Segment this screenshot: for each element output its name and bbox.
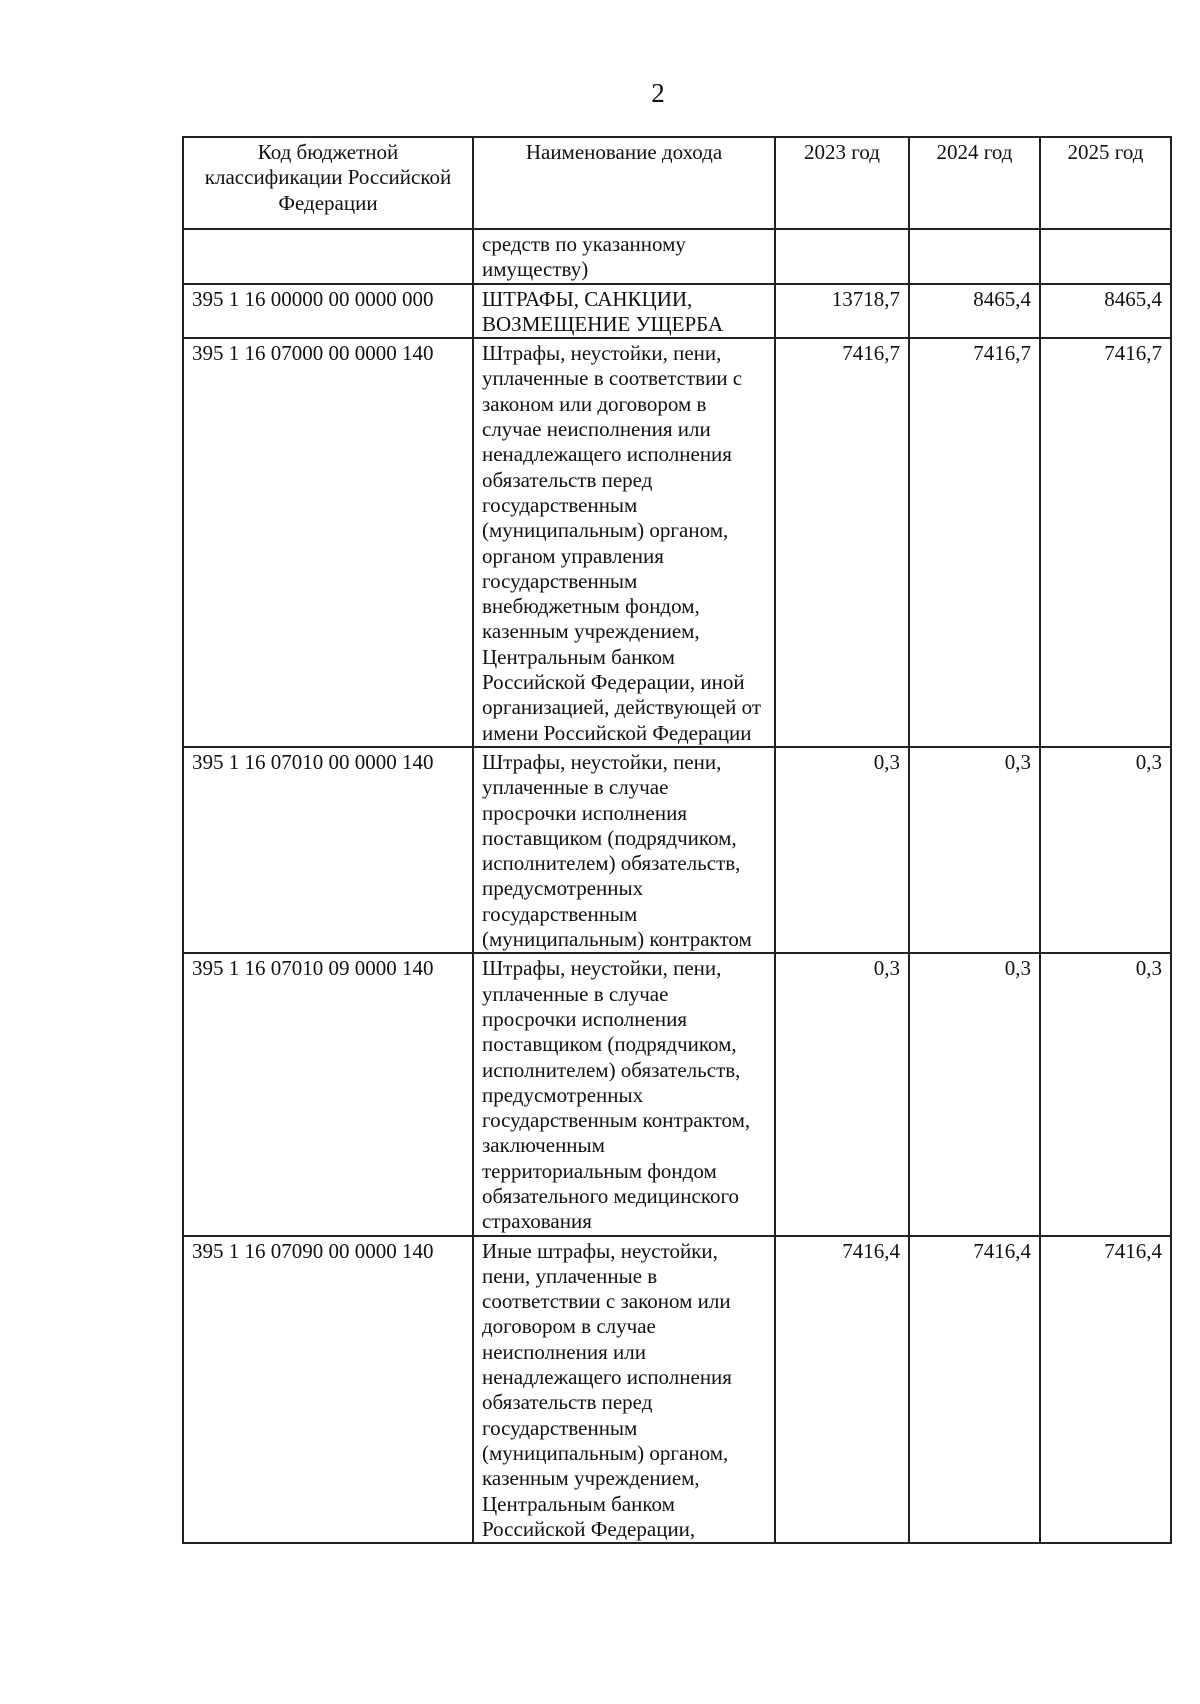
table-row <box>183 229 1171 284</box>
cell-2023: 7416,7 <box>775 338 909 747</box>
header-code: Код бюджетной классификации Российской Федерации <box>183 137 473 229</box>
cell-2023: 13718,7 <box>775 284 909 339</box>
cell-code: 395 1 16 07000 00 0000 140 <box>183 338 473 747</box>
header-2023: 2023 год <box>775 137 909 229</box>
cell-2023 <box>775 229 909 284</box>
cell-name: средств по указанному имуществу) <box>473 229 775 284</box>
cell-name: Штрафы, неустойки, пени, уплаченные в случае просрочки исполнения поставщиком (подрядчиком, исполнителем) обязательств, предусмотренных государственным контрактом, заключенным территориальным фондом обязательного медицинского страхования <box>473 953 775 1235</box>
header-name: Наименование дохода <box>473 137 775 229</box>
cell-2025 <box>1040 229 1171 284</box>
table-row <box>183 338 1171 747</box>
header-2024: 2024 год <box>909 137 1040 229</box>
cell-code <box>183 229 473 284</box>
cell-name: Штрафы, неустойки, пени, уплаченные в соответствии с законом или договором в случае неисполнения или ненадлежащего исполнения обязательств перед государственным (муниципальным) органом, органом управления государственным внебюджетным фондом, казенным учреждением, Центральным банком Российской Федерации, иной организацией, действующей от имени Российской Федерации <box>473 338 775 747</box>
cell-2025: 0,3 <box>1040 953 1171 1235</box>
cell-2023: 0,3 <box>775 747 909 953</box>
cell-2024: 0,3 <box>909 747 1040 953</box>
table-row <box>183 953 1171 1235</box>
cell-2024 <box>909 229 1040 284</box>
table-row <box>183 1236 1171 1544</box>
table-row <box>183 747 1171 953</box>
cell-2024: 7416,4 <box>909 1236 1040 1544</box>
cell-2025: 7416,7 <box>1040 338 1171 747</box>
cell-2025: 0,3 <box>1040 747 1171 953</box>
header-2025: 2025 год <box>1040 137 1171 229</box>
cell-2024: 7416,7 <box>909 338 1040 747</box>
cell-code: 395 1 16 07090 00 0000 140 <box>183 1236 473 1544</box>
revenue-table <box>182 136 1172 1544</box>
cell-2025: 7416,4 <box>1040 1236 1171 1544</box>
cell-code: 395 1 16 07010 00 0000 140 <box>183 747 473 953</box>
cell-name: Иные штрафы, неустойки, пени, уплаченные в соответствии с законом или договором в случае неисполнения или ненадлежащего исполнения обязательств перед государственным (муниципальным) органом, казенным учреждением, Центральным банком Российской Федерации, <box>473 1236 775 1544</box>
table-row <box>183 284 1171 339</box>
cell-code: 395 1 16 07010 09 0000 140 <box>183 953 473 1235</box>
cell-2023: 0,3 <box>775 953 909 1235</box>
cell-2024: 8465,4 <box>909 284 1040 339</box>
cell-code: 395 1 16 00000 00 0000 000 <box>183 284 473 339</box>
cell-name: Штрафы, неустойки, пени, уплаченные в случае просрочки исполнения поставщиком (подрядчиком, исполнителем) обязательств, предусмотренных государственным (муниципальным) контрактом <box>473 747 775 953</box>
cell-2025: 8465,4 <box>1040 284 1171 339</box>
cell-2024: 0,3 <box>909 953 1040 1235</box>
table-header-row <box>183 137 1171 229</box>
page-number: 2 <box>651 78 665 108</box>
cell-2023: 7416,4 <box>775 1236 909 1544</box>
cell-name: ШТРАФЫ, САНКЦИИ, ВОЗМЕЩЕНИЕ УЩЕРБА <box>473 284 775 339</box>
